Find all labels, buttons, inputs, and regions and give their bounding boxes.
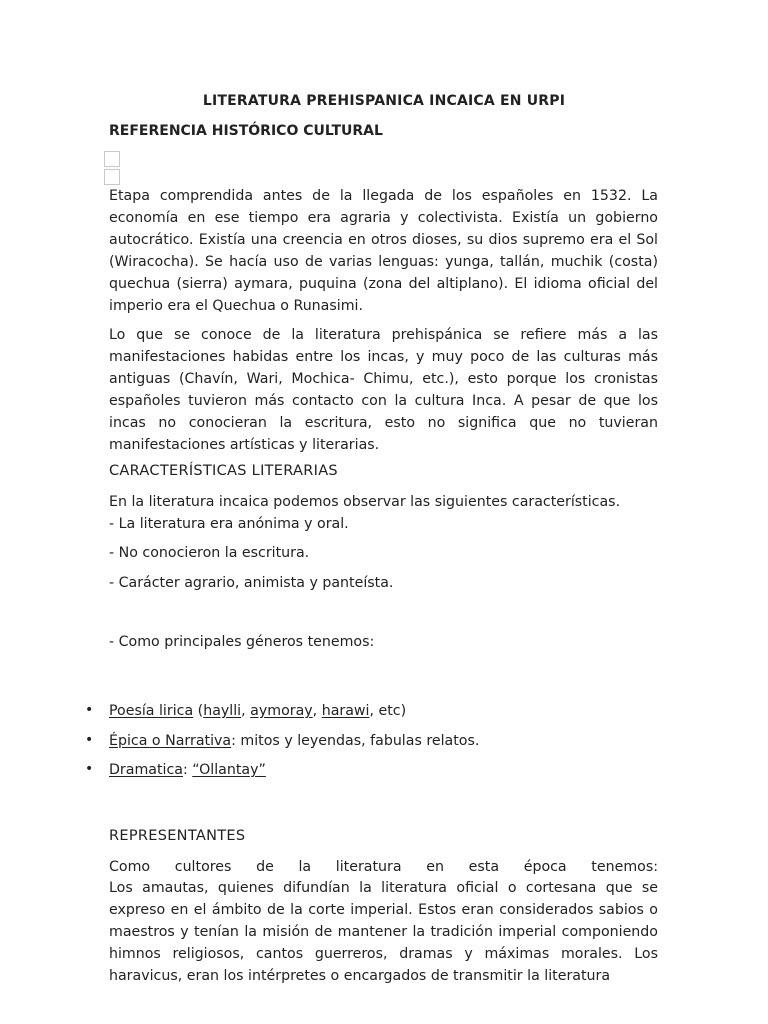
link-ollantay[interactable]: “Ollantay”	[192, 762, 266, 778]
characteristic-item: - No conocieron la escritura.	[109, 545, 310, 561]
bullet-icon: •	[85, 731, 94, 748]
bullet-icon: •	[85, 761, 94, 777]
characteristic-item: - Como principales géneros tenemos:	[109, 634, 375, 650]
genre-text: ,	[241, 703, 251, 719]
empty-checkboxes	[104, 151, 120, 185]
section-title-referencia: REFERENCIA HISTÓRICO CULTURAL	[109, 123, 383, 139]
paragraph-etapa: Etapa comprendida antes de la llegada de los españoles en 1532. La economía en ese tiempo era agraria y colectivista. Existía un gobierno autocrático. Existía una creencia en otros dioses, su dios supremo era el Sol (Wiracocha). Se hacía uso de varias lenguas: yunga, tallán, muchik (costa) quechua (sierra) aymara, puquina (zona del altiplano). El idioma oficial del imperio era el Quechua o Runasimi.	[109, 188, 658, 314]
genre-text: :	[182, 762, 193, 778]
link-dramatica[interactable]: Dramatica	[109, 762, 183, 778]
characteristic-item: - La literatura era anónima y oral.	[109, 516, 349, 532]
heading-representantes: REPRESENTANTES	[109, 828, 246, 844]
link-epica-narrativa[interactable]: Épica o Narrativa	[109, 732, 232, 749]
bullet-icon: •	[85, 702, 94, 718]
link-aymoray[interactable]: aymoray	[250, 703, 313, 719]
genre-text: ,	[312, 703, 322, 719]
link-haylli[interactable]: haylli	[203, 703, 242, 719]
characteristics-intro: En la literatura incaica podemos observar las siguientes características.	[109, 494, 621, 510]
document-title: LITERATURA PREHISPANICA INCAICA EN URPI	[202, 93, 566, 109]
genre-text: , etc)	[369, 703, 407, 719]
paragraph-literatura-prehispanica: Lo que se conoce de la literatura prehispánica se refiere más a las manifestaciones habidas entre los incas, y muy poco de las culturas más antiguas (Chavín, Wari, Mochica- Chimu, etc.), esto porque los cronistas españoles tuvieron más contacto con la cultura Inca. A pesar de que los incas no conocieran la escritura, esto no significa que no tuvieran manifestaciones artísticas y literarias.	[109, 327, 658, 453]
genre-text: : mitos y leyendas, fabulas relatos.	[231, 732, 480, 749]
empty-box-icon	[104, 151, 120, 167]
link-poesia-lirica[interactable]: Poesía lirica	[109, 703, 194, 719]
genre-text: (	[193, 703, 204, 719]
representantes-first-line: Como cultores de la literatura en esta época tenemos:	[109, 859, 658, 875]
link-harawi[interactable]: harawi	[321, 703, 370, 719]
paragraph-representantes: Los amautas, quienes difundían la literatura oficial o cortesana que se expreso en el ámbito de la corte imperial. Estos eran considerados sabios o maestros y tenían la misión de mantener la tradición imperial componiendo himnos religiosos, cantos guerreros, dramas y máximas morales. Los haravicus, eran los intérpretes o encargados de transmitir la literatura	[109, 880, 658, 984]
heading-caracteristicas: CARACTERÍSTICAS LITERARIAS	[109, 463, 338, 479]
characteristic-item: - Carácter agrario, animista y panteísta.	[109, 575, 394, 591]
empty-box-icon	[104, 169, 120, 185]
